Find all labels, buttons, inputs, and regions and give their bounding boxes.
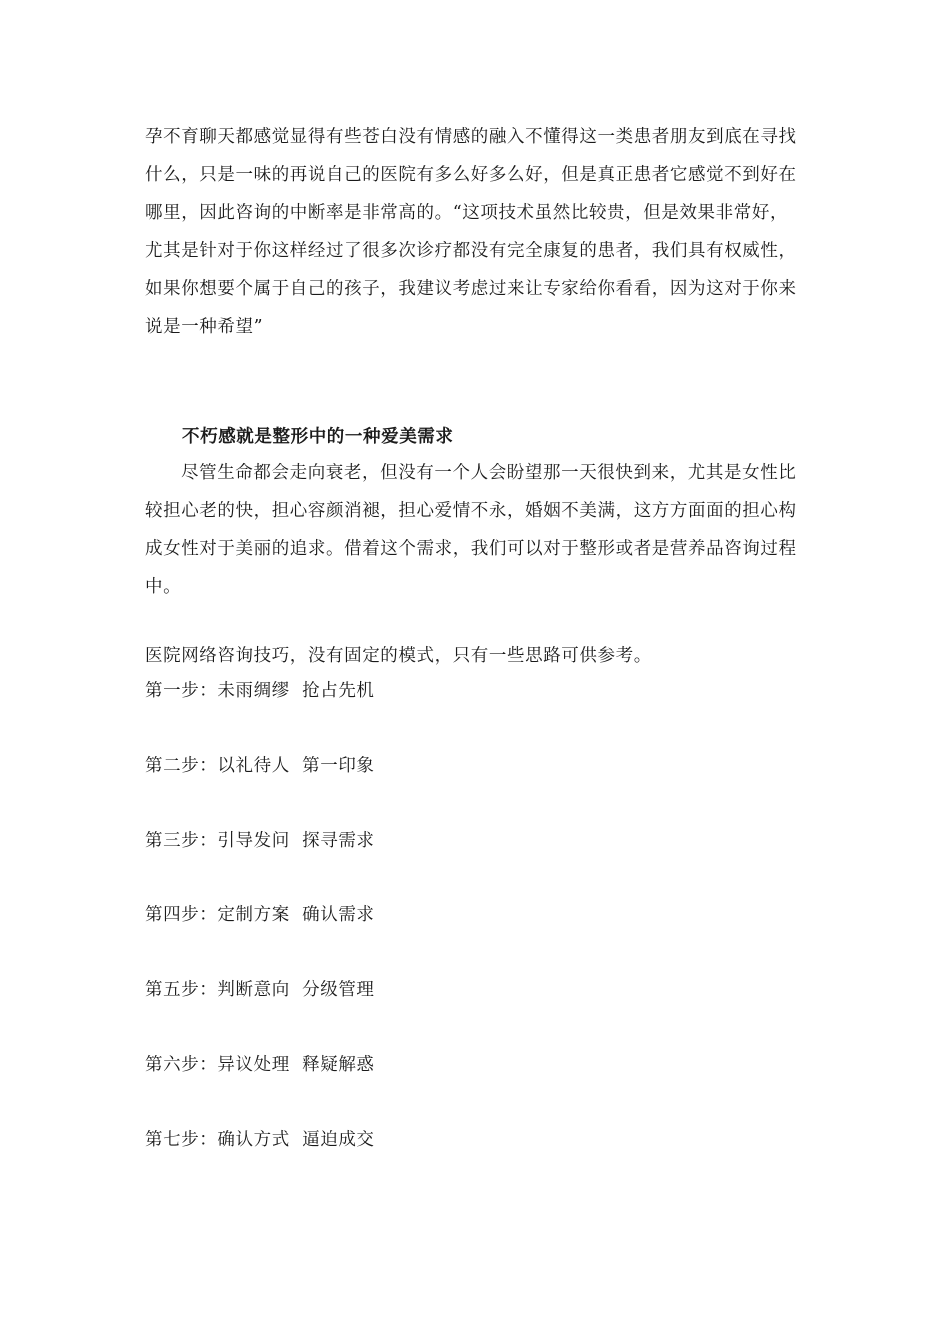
step-item: 第四步：定制方案 确认需求: [145, 905, 375, 926]
step-item: 第六步：异议处理 释疑解惑: [145, 1054, 375, 1075]
step-item: 第五步：判断意向 分级管理: [145, 980, 375, 1001]
step-item: 第二步：以礼待人 第一印象: [145, 755, 375, 776]
consulting-intro: 医院网络咨询技巧，没有固定的模式，只有一些思路可供参考。: [145, 646, 652, 666]
steps-list: [145, 676, 375, 1200]
paragraph-infertility: 孕不育聊天都感觉显得有些苍白没有情感的融入不懂得这一类患者朋友到底在寻找什么，只是一味的再说自己的医院有多么好多么好，但是真正患者它感觉不到好在哪里，因此咨询的中断率是非常高的。“这项技术虽然比较贵，但是效果非常好，尤其是针对于你这样经过了很多次诊疗都没有完全康复的患者，我们具有权威性，如果你想要个属于自己的孩子，我建议考虑过来让专家给你看看，因为这对于你来说是一种希望”: [145, 127, 797, 337]
step-item: 第七步：确认方式 逼迫成交: [145, 1129, 375, 1150]
step-item: 第一步：未雨绸缪 抢占先机: [145, 681, 375, 701]
section-heading: 不朽感就是整形中的一种爱美需求: [182, 427, 454, 447]
step-item: 第三步：引导发问 探寻需求: [145, 830, 375, 851]
paragraph-beauty-demand: 尽管生命都会走向衰老，但没有一个人会盼望那一天很快到来，尤其是女性比较担心老的快，担心容颜消褪，担心爱情不永，婚姻不美满，这方方面面的担心构成女性对于美丽的追求。借着这个需求，我们可以对于整形或者是营养品咨询过程中。: [145, 463, 797, 597]
